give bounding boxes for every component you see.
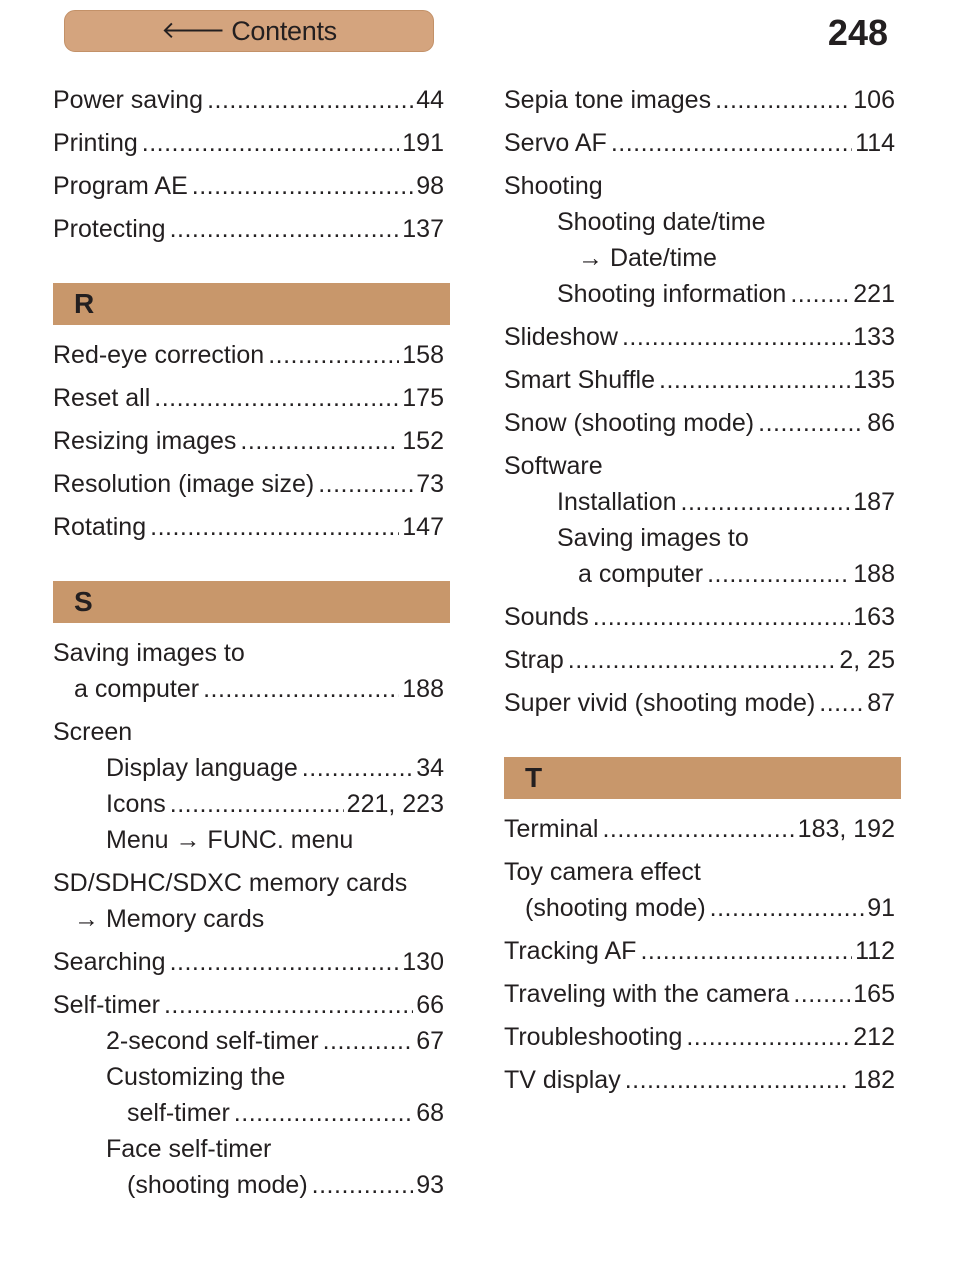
page-ref: 68	[416, 1099, 444, 1127]
page-ref: 130	[402, 948, 444, 976]
dot-leader	[154, 380, 399, 416]
index-entry[interactable]: Resolution (image size) ..... 73	[53, 466, 450, 502]
page-ref: 67	[416, 1027, 444, 1055]
dot-leader	[819, 685, 864, 721]
index-entry[interactable]: Saving images to a computer ..... 188	[53, 635, 450, 707]
dot-leader	[793, 976, 850, 1012]
index-entry[interactable]: Searching ..... 130	[53, 944, 450, 980]
index-entry[interactable]: Red-eye correction ..... 158	[53, 337, 450, 373]
page-ref: 106	[853, 86, 895, 114]
page-ref: 183, 192	[797, 815, 895, 843]
dot-leader	[170, 944, 400, 980]
index-subentry[interactable]: self-timer ..... 68	[53, 1095, 450, 1131]
index-subentry[interactable]: Menu → FUNC. menu	[106, 826, 354, 854]
contents-label: Contents	[231, 15, 337, 46]
dot-leader	[625, 1062, 851, 1098]
index-entry[interactable]: Smart Shuffle ..... 135	[504, 362, 901, 398]
page-ref: 152	[402, 427, 444, 455]
section-letter-r: R	[53, 283, 450, 325]
dot-leader	[323, 1023, 414, 1059]
page-ref: 133	[853, 323, 895, 351]
index-entry[interactable]: Rotating ..... 147	[53, 509, 450, 545]
dot-leader	[715, 82, 850, 118]
page-ref: 187	[853, 488, 895, 516]
page-ref: 137	[402, 215, 444, 243]
dot-leader	[192, 168, 413, 204]
dot-leader	[686, 1019, 850, 1055]
index-entry[interactable]: Slideshow ..... 133	[504, 319, 901, 355]
index-subentry[interactable]: (shooting mode) ..... 93	[53, 1167, 450, 1203]
index-entry[interactable]: Sounds ..... 163	[504, 599, 901, 635]
section-letter-t: T	[504, 757, 901, 799]
dot-leader	[203, 671, 399, 707]
page-ref: 188	[402, 675, 444, 703]
index-entry[interactable]: Screen Display language ..... 34 Icons ..... 221, 223 Menu → FUNC. menu	[53, 714, 450, 858]
page-ref: 98	[416, 172, 444, 200]
index-entry[interactable]: Strap ..... 2, 25	[504, 642, 901, 678]
index-subentry[interactable]: 2-second self-timer ..... 67	[53, 1023, 450, 1059]
index-entry[interactable]: Troubleshooting ..... 212	[504, 1019, 901, 1055]
index-entry[interactable]: Protecting ..... 137	[53, 211, 450, 247]
page-ref: 112	[855, 937, 895, 965]
page-ref: 163	[853, 603, 895, 631]
index-entry[interactable]: Tracking AF ..... 112	[504, 933, 901, 969]
index-entry[interactable]: Printing ..... 191	[53, 125, 450, 161]
dot-leader	[568, 642, 837, 678]
index-entry[interactable]: Self-timer ..... 66 2-second self-timer ..... 67 Customizing the self-timer ..... 68 Face self-timer (shooting mode) ..... 93	[53, 987, 450, 1203]
dot-leader	[312, 1167, 414, 1203]
index-entry[interactable]: Toy camera effect (shooting mode) ..... 91	[504, 854, 901, 926]
index-subentry[interactable]: Saving images to	[557, 524, 749, 552]
index-entry[interactable]: Program AE ..... 98	[53, 168, 450, 204]
page-ref: 147	[402, 513, 444, 541]
index-subentry[interactable]: Display language ..... 34	[53, 750, 450, 786]
dot-leader	[710, 890, 865, 926]
dot-leader	[681, 484, 851, 520]
dot-leader	[170, 786, 344, 822]
index-entry[interactable]: TV display ..... 182	[504, 1062, 901, 1098]
dot-leader	[602, 811, 794, 847]
page-ref: 165	[853, 980, 895, 1008]
page-ref: 86	[867, 409, 895, 437]
index-column-right	[504, 82, 901, 1105]
index-subentry[interactable]: Icons ..... 221, 223	[53, 786, 450, 822]
dot-leader	[150, 509, 399, 545]
index-subentry[interactable]: Customizing the	[106, 1063, 286, 1091]
dot-leader	[240, 423, 399, 459]
page-ref: 87	[867, 689, 895, 717]
page-ref: 93	[416, 1171, 444, 1199]
dot-leader	[207, 82, 413, 118]
page-ref: 175	[402, 384, 444, 412]
page-ref: 2, 25	[839, 646, 895, 674]
dot-leader	[142, 125, 400, 161]
page-ref: 44	[416, 86, 444, 114]
index-entry[interactable]: Servo AF ..... 114	[504, 125, 901, 161]
contents-button[interactable]	[64, 10, 434, 52]
index-subentry[interactable]: Shooting information ..... 221	[504, 276, 901, 312]
index-subentry[interactable]: a computer ..... 188	[504, 556, 901, 592]
page-ref: 114	[855, 129, 895, 157]
index-entry[interactable]: Resizing images ..... 152	[53, 423, 450, 459]
dot-leader	[164, 987, 413, 1023]
index-entry[interactable]: Snow (shooting mode) ..... 86	[504, 405, 901, 441]
dot-leader	[707, 556, 850, 592]
dot-leader	[758, 405, 864, 441]
page-ref: 212	[853, 1023, 895, 1051]
page-ref: 182	[853, 1066, 895, 1094]
page-ref: 221, 223	[346, 790, 444, 818]
page-number: 248	[827, 12, 888, 53]
dot-leader	[640, 933, 852, 969]
dot-leader	[790, 276, 850, 312]
dot-leader	[659, 362, 850, 398]
index-entry[interactable]: Shooting Shooting date/time → Date/time Shooting information ..... 221	[504, 168, 901, 312]
index-entry[interactable]: Terminal ..... 183, 192	[504, 811, 901, 847]
index-entry[interactable]: Traveling with the camera ..... 165	[504, 976, 901, 1012]
dot-leader	[268, 337, 399, 373]
index-subentry[interactable]: → Date/time	[578, 244, 717, 272]
page-ref: 221	[853, 280, 895, 308]
index-subentry[interactable]: Face self-timer	[106, 1135, 272, 1163]
dot-leader	[318, 466, 413, 502]
page-ref: 66	[416, 991, 444, 1019]
dot-leader	[302, 750, 413, 786]
dot-leader	[234, 1095, 413, 1131]
page-ref: 188	[853, 560, 895, 588]
index-subentry[interactable]: Installation ..... 187	[504, 484, 901, 520]
index-entry[interactable]: Sepia tone images ..... 106	[504, 82, 901, 118]
dot-leader	[611, 125, 852, 161]
page-ref: 34	[416, 754, 444, 782]
arrow-left-icon: 🡐	[161, 17, 226, 44]
page-ref: 158	[402, 341, 444, 369]
index-entry[interactable]: Power saving ..... 44	[53, 82, 450, 118]
index-entry[interactable]: Super vivid (shooting mode) ..... 87	[504, 685, 901, 721]
index-entry[interactable]: Software Installation ..... 187 Saving images to a computer ..... 188	[504, 448, 901, 592]
page-ref: 191	[402, 129, 444, 157]
index-entry[interactable]: Reset all ..... 175	[53, 380, 450, 416]
page-ref: 73	[416, 470, 444, 498]
index-entry[interactable]: SD/SDHC/SDXC memory cards → Memory cards	[53, 869, 408, 933]
index-subentry[interactable]: Shooting date/time	[557, 208, 766, 236]
dot-leader	[622, 319, 850, 355]
section-letter-s: S	[53, 581, 450, 623]
page-ref: 91	[867, 894, 895, 922]
dot-leader	[170, 211, 400, 247]
page-ref: 135	[853, 366, 895, 394]
index-column-left	[53, 82, 450, 1210]
dot-leader	[593, 599, 850, 635]
